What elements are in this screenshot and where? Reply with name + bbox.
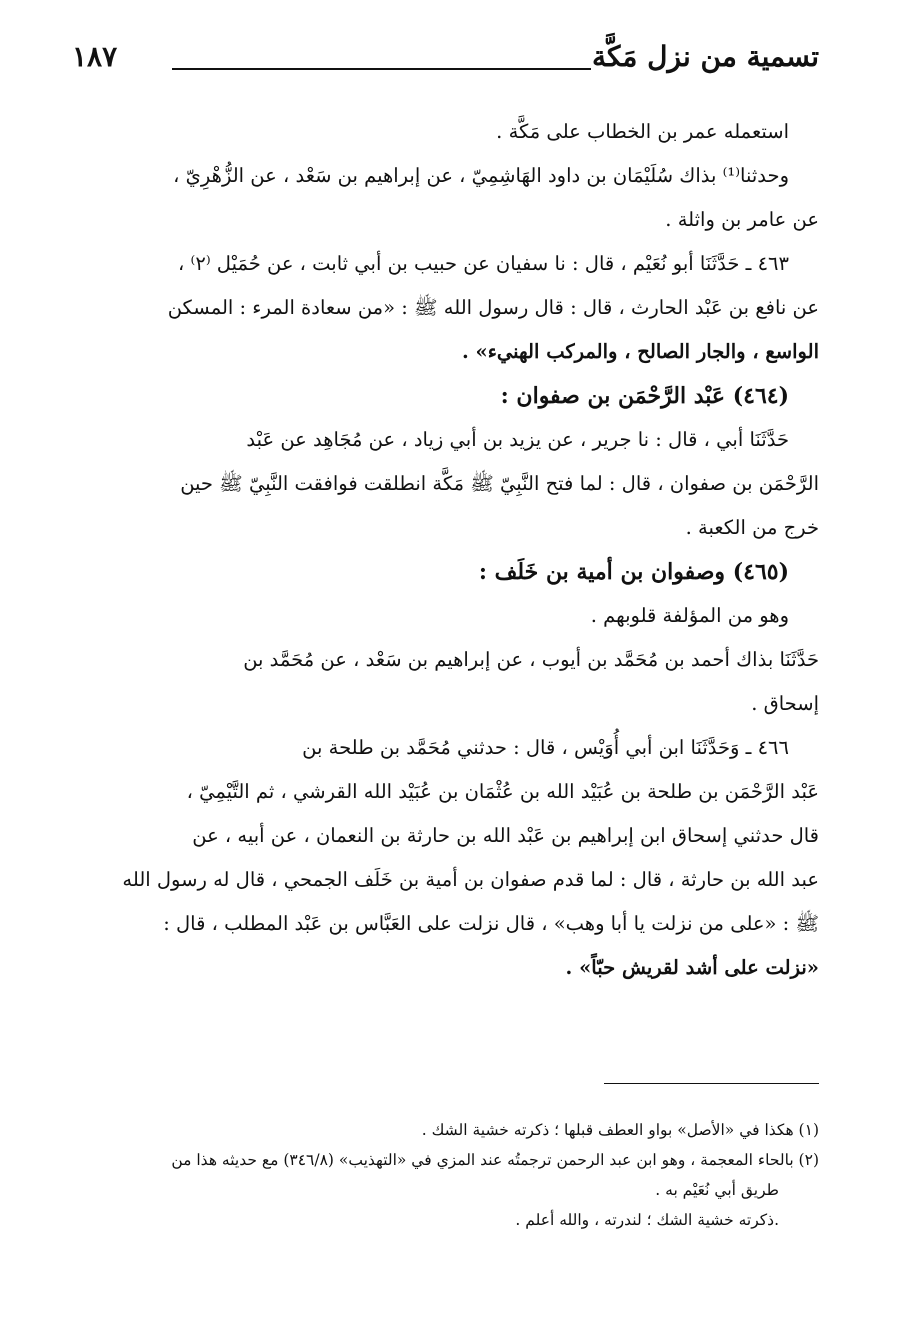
text-line: عن نافع بن عَبْد الحارث ، قال : قال رسول الله ﷺ : «من سعادة المرء : المسكن	[167, 296, 819, 319]
text-line: إسحاق .	[751, 692, 819, 715]
text-line: خرج من الكعبة .	[685, 516, 819, 539]
footnote-1: (١) هكذا في «الأصل» بواو العطف قبلها ؛ ذكرته خشية الشك .	[421, 1121, 819, 1139]
text-line: حَدَّثَنَا أبي ، قال : نا جرير ، عن يزيد بن أبي زياد ، عن مُجَاهِد عن عَبْد	[246, 428, 789, 451]
text-line: الواسع ، والجار الصالح ، والمركب الهنيء» .	[461, 340, 819, 363]
hadith-463-line: ٤٦٣ ـ حَدَّثَنَا أبو نُعَيْم ، قال : نا سفيان عن حبيب بن أبي ثابت ، عن حُمَيْل ⁽٢⁾ ،	[178, 252, 789, 275]
text-line: قال حدثني إسحاق ابن إبراهيم بن عَبْد الله بن حارثة بن النعمان ، عن أبيه ، عن	[192, 824, 819, 847]
text-line: وهو من المؤلفة قلوبهم .	[590, 604, 789, 627]
section-heading-465: (٤٦٥) وصفوان بن أمية بن خَلَف :	[478, 559, 789, 585]
text-line: الرَّحْمَن بن صفوان ، قال : لما فتح النَّبِيّ ﷺ مَكَّة انطلقت فوافقت النَّبِيّ ﷺ حين	[180, 472, 819, 495]
text-line: استعمله عمر بن الخطاب على مَكَّة .	[496, 120, 789, 143]
footnote-2: (٢) بالحاء المعجمة ، وهو ابن عبد الرحمن ترجمتُه عند المزي في «التهذيب» (٣٤٦/٨) مع حديثه هذا من	[171, 1151, 819, 1169]
page-header	[72, 40, 819, 84]
text-line: وحدثنا⁽¹⁾ بذاك سُلَيْمَان بن داود الهَاشِمِيّ ، عن إبراهيم بن سَعْد ، عن الزُّهْرِيّ ،	[173, 164, 789, 187]
footnote-rule	[604, 1083, 819, 1084]
section-heading-464: (٤٦٤) عَبْد الرَّحْمَن بن صفوان :	[500, 383, 789, 409]
footnote-note: .ذكرته خشية الشك ؛ لندرته ، والله أعلم .	[515, 1211, 779, 1229]
hadith-466-line: ٤٦٦ ـ وَحَدَّثَنَا ابن أبي أُوَيْس ، قال : حدثني مُحَمَّد بن طلحة بن	[302, 736, 789, 759]
text-line: «نزلت على أشد لقريش حبّاً» .	[565, 956, 819, 979]
running-title: تسمية من نزل مَكَّة	[591, 40, 819, 73]
footnotes	[72, 1115, 819, 1235]
main-text	[72, 110, 819, 990]
header-rule	[172, 68, 591, 70]
text-line: عن عامر بن واثلة .	[665, 208, 819, 231]
text-line: ﷺ : «على من نزلت يا أبا وهب» ، قال نزلت على العَبَّاس بن عَبْد المطلب ، قال :	[163, 912, 819, 935]
text-line: عَبْد الرَّحْمَن بن طلحة بن عُبَيْد الله بن عُثْمَان بن عُبَيْد الله القرشي ، ثم التَّيْمِيّ ،	[186, 780, 819, 803]
text-line: عبد الله بن حارثة ، قال : لما قدم صفوان بن أمية بن خَلَف الجمحي ، قال له رسول الله	[122, 868, 819, 891]
footnote-2-continuation: طريق أبي نُعَيْم به .	[655, 1181, 779, 1199]
page-number: ١٨٧	[72, 40, 118, 73]
text-line: حَدَّثَنَا بذاك أحمد بن مُحَمَّد بن أيوب ، عن إبراهيم بن سَعْد ، عن مُحَمَّد بن	[243, 648, 819, 671]
